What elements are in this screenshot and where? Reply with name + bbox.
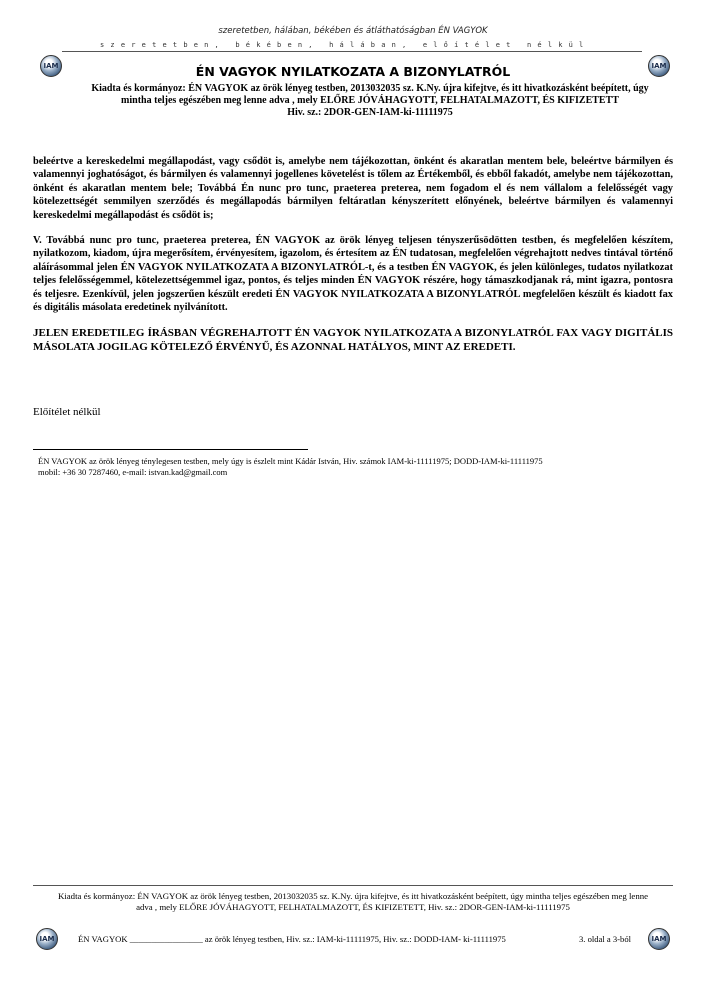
header-issuer: [60, 83, 680, 119]
header-issuer-line3: Hiv. sz.: 2DOR-GEN-IAM-ki-11111975: [287, 107, 453, 118]
header-spaced-motto: szeretetben, békében, hálában, előítélet nélkül: [100, 41, 590, 49]
footnote-divider: [33, 449, 308, 450]
footer-reference-line: ÉN VAGYOK _________________ az örök lényeg testben, Hiv. sz.: IAM-ki-11111975, Hiv. sz.: DODD-IAM- ki-11111975: [78, 934, 506, 944]
header-issuer-line2: mintha teljes egészében meg lenne adva , mely ELŐRE JÓVÁHAGYOTT, FELHATALMAZOTT, ÉS KIFIZETETT: [121, 95, 619, 106]
signature-closing: Előítélet nélkül: [33, 406, 101, 418]
document-body: [33, 155, 673, 366]
page-number: 3. oldal a 3-ból: [579, 934, 632, 944]
document-title: ÉN VAGYOK NYILATKOZATA A BIZONYLATRÓL: [195, 64, 511, 79]
footer-issuer: [33, 891, 673, 913]
logo-right-text: IAM: [651, 62, 667, 70]
footer-logo-right: [648, 928, 670, 950]
footnote-line1: ÉN VAGYOK az örök lényeg ténylegesen testben, mely úgy is észlelt mint Kádár István, Hiv. számok IAM-ki-11111975; DODD-IAM-ki-11111975: [38, 456, 543, 466]
body-paragraph-3: JELEN EREDETILEG ÍRÁSBAN VÉGREHAJTOTT ÉN VAGYOK NYILATKOZATA A BIZONYLATRÓL FAX VAGY DIGITÁLIS MÁSOLATA JOGILAG KÖTELEZŐ ÉRVÉNYŰ, ÉS AZONNAL HATÁLYOS, MINT AZ EREDETI.: [33, 327, 673, 354]
header-divider: [62, 51, 642, 52]
footer-issuer-line1: Kiadta és kormányoz: ÉN VAGYOK az örök lényeg testben, 2013032035 sz. K.Ny. újra kifejtve, és itt hivatkozásként beépített, úgy mintha teljes egészében meg lenne: [57, 891, 649, 901]
footnote-line2: mobil: +36 30 7287460, e-mail: istvan.kad@gmail.com: [38, 467, 228, 477]
footer-divider: [33, 885, 673, 886]
footer-issuer-line2: adva , mely ELŐRE JÓVÁHAGYOTT, FELHATALMAZOTT, ÉS KIFIZETETT, Hiv. sz.: 2DOR-GEN-IAM-ki-11111975: [136, 902, 570, 912]
body-paragraph-2: V. Továbbá nunc pro tunc, praeterea preterea, ÉN VAGYOK az örök lényeg teljesen tényszerűsödötten testben, és megfelelően készítem, nyilatkozom, kiadom, újra megerősítem, érvényesítem, igazolom, és értesítem az ÉN tudatosan, megfelelően végrehajtott nedves tintával történő aláírásommal jelen ÉN VAGYOK NYILATKOZATA A BIZONYLATRÓL-t, és a testben ÉN VAGYOK, és jelen különleges, tudatos nyilatkozat teljes felelősségemmel, kötelezettségemmel igaz, pontos, és teljes minden ÉN VAGYOK részére, hogy támaszkodjanak rá, mint igazra, pontosra és teljesre. Ezenkívül, jelen jogszerűen készült eredeti ÉN VAGYOK NYILATKOZATA A BIZONYLATRÓL megfelelően készült és kiadott fax és digitális másolata eredetinek nyilvánított.: [33, 235, 673, 314]
footer-logo-left-text: IAM: [39, 935, 55, 943]
footer-logo-left: [36, 928, 58, 950]
footer-logo-right-text: IAM: [651, 935, 667, 943]
header-motto: szeretetben, hálában, békében és átláthatóságban ÉN VAGYOK: [218, 26, 488, 36]
header-issuer-line1: Kiadta és kormányoz: ÉN VAGYOK az örök lényeg testben, 2013032035 sz. K.Ny. újra kifejtve, és itt hivatkozásként beépített, úgy: [91, 83, 649, 94]
body-paragraph-1: beleértve a kereskedelmi megállapodást, vagy csődöt is, amelybe nem tájékozottan, önként és akaratlan mentem bele, beleértve bármilyen és valamennyi joghatóságot, és bármilyen és valamennyi jogellenes követelést is tőlem az Értékemből, és ebből fakadót, amelybe nem tájékozottan, önként és akaratlan mentem bele; Továbbá Én nunc pro tunc, praeterea preterea, nem fogadom el és nem vállalom a felelősségét vagy kötelezettségét semmilyen szerződés és megállapodás bármilyen feltáratlan kényszerített előnyének, beleértve bármilyen és valamennyi kereskedelmi megállapodást és csődöt is;: [33, 156, 673, 221]
footnote: [38, 456, 543, 478]
logo-left-text: IAM: [43, 62, 59, 70]
